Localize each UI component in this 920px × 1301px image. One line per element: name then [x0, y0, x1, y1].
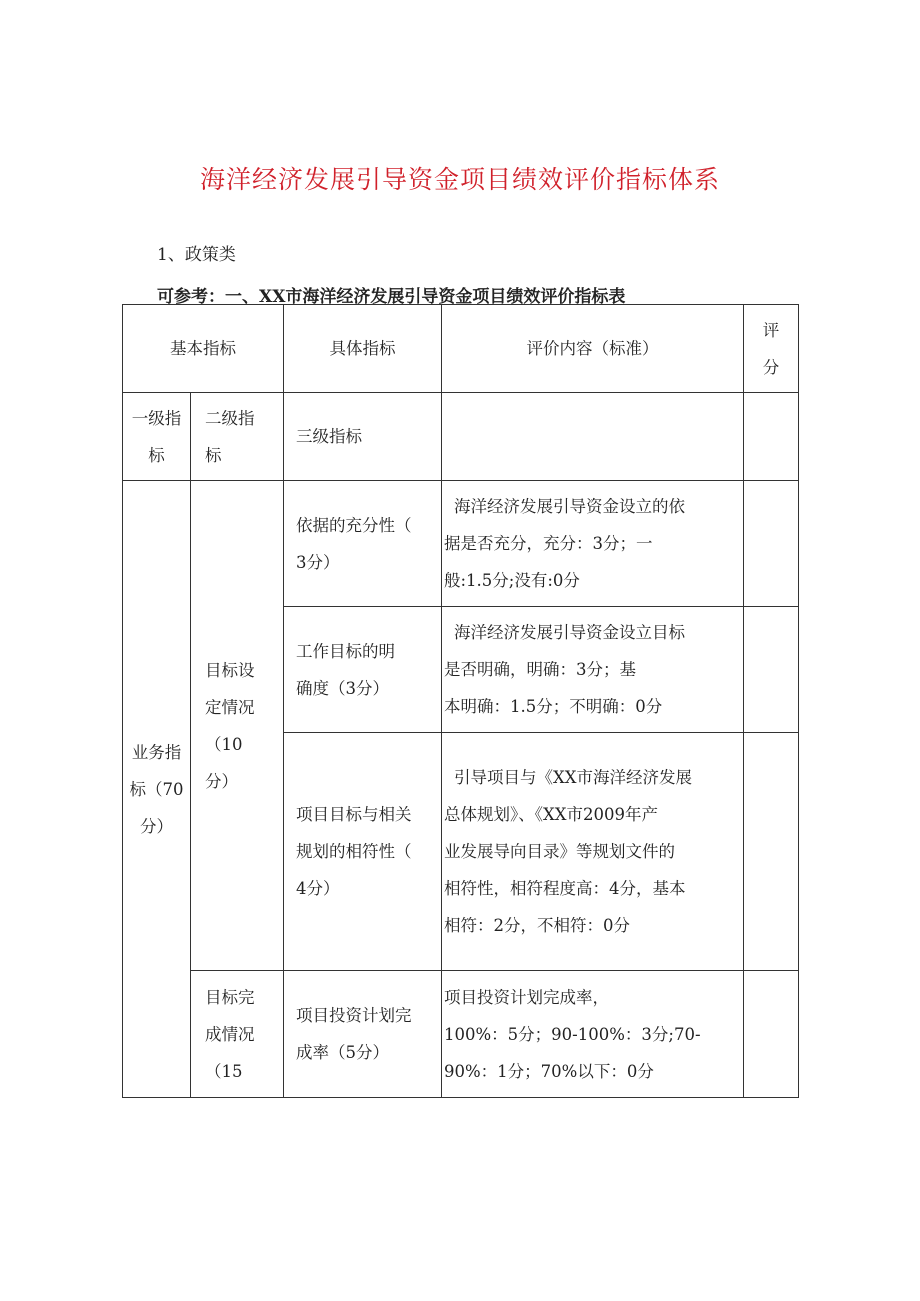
level-three-header: 三级指标	[284, 393, 442, 481]
level-one-header: 一级指 标	[123, 393, 191, 481]
content-sufficiency: 海洋经济发展引导资金设立的依 据是否充分，充分：3分；一 般:1.5分;没有:0分	[442, 481, 744, 607]
indicator-sufficiency: 依据的充分性（ 3分）	[284, 481, 442, 607]
table-subtitle: 可参考：一、XX市海洋经济发展引导资金项目绩效评价指标表	[157, 287, 626, 307]
header-score: 评 分	[744, 305, 799, 393]
goal-setting-cell: 目标设 定情况 （10 分）	[191, 481, 284, 971]
content-clarity: 海洋经济发展引导资金设立目标 是否明确，明确：3分；基 本明确：1.5分；不明确：0分	[442, 607, 744, 733]
score-cell	[744, 481, 799, 607]
score-cell	[744, 607, 799, 733]
indicator-clarity: 工作目标的明 确度（3分）	[284, 607, 442, 733]
business-indicator-cell: 业务指 标（70 分）	[123, 481, 191, 1098]
score-cell	[744, 971, 799, 1098]
score-cell	[744, 733, 799, 971]
header-evaluation-content: 评价内容（标准）	[442, 305, 744, 393]
table-header-row	[123, 305, 799, 393]
content-investment-completion: 项目投资计划完成率， 100%：5分；90-100%：3分;70- 90%：1分；70%以下：0分	[442, 971, 744, 1098]
level-score-empty	[744, 393, 799, 481]
level-two-header: 二级指 标	[191, 393, 284, 481]
level-content-empty	[442, 393, 744, 481]
section-heading: 1、政策类	[157, 245, 236, 265]
page-title: 海洋经济发展引导资金项目绩效评价指标体系	[199, 165, 720, 194]
table-row	[123, 971, 799, 1098]
header-basic-indicator: 基本指标	[123, 305, 284, 393]
header-specific-indicator: 具体指标	[284, 305, 442, 393]
goal-completion-cell: 目标完 成情况 （15	[191, 971, 284, 1098]
content-consistency: 引导项目与《XX市海洋经济发展 总体规划》、《XX市2009年产 业发展导向目录》等规划文件的 相符性，相符程度高：4分，基本 相符：2分，不相符：0分	[442, 733, 744, 971]
indicator-consistency: 项目目标与相关 规划的相符性（ 4分）	[284, 733, 442, 971]
indicator-table	[122, 304, 799, 1098]
table-row	[123, 481, 799, 607]
indicator-investment-completion: 项目投资计划完 成率（5分）	[284, 971, 442, 1098]
table-row-levels	[123, 393, 799, 481]
